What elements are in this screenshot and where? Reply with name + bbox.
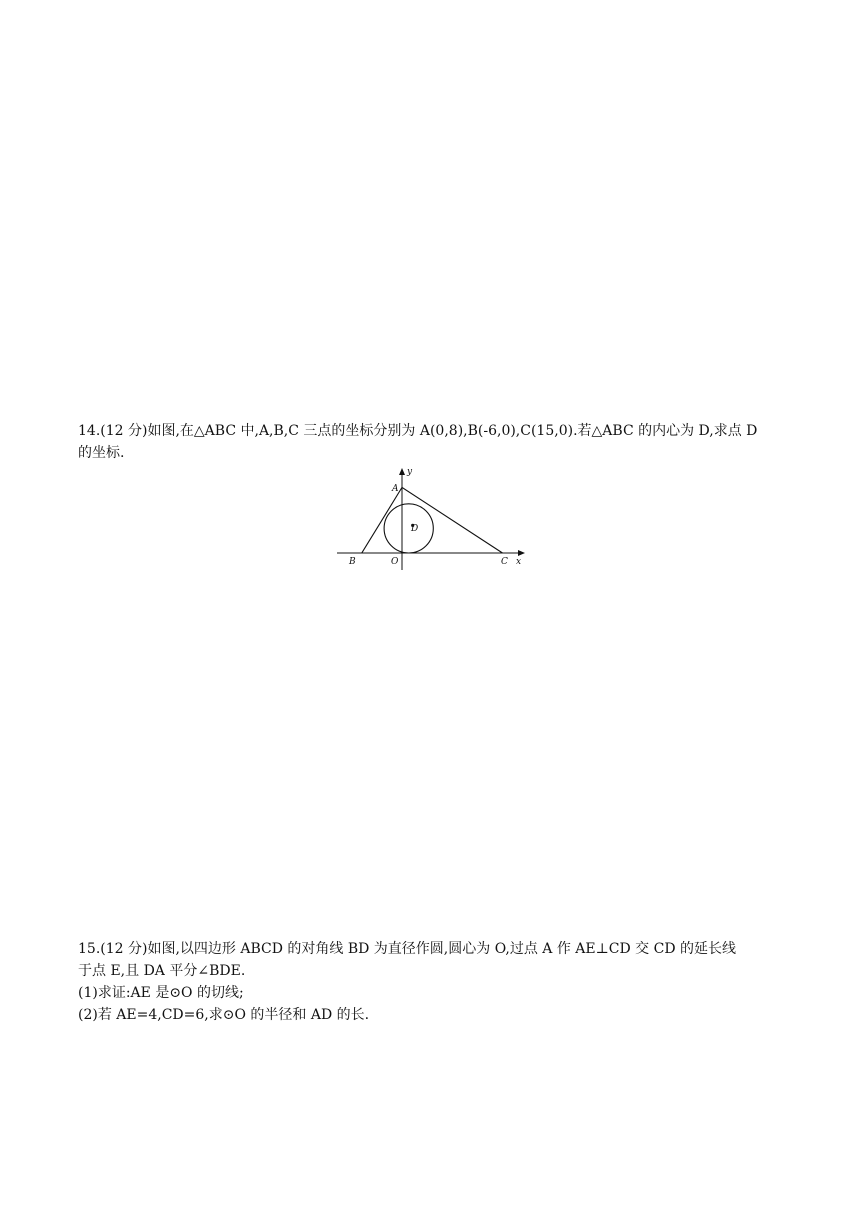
y-axis-arrow (399, 468, 405, 475)
x-axis-arrow (518, 550, 525, 556)
problem-15 (78, 938, 782, 1026)
problem-14 (78, 420, 782, 464)
label-d: D (411, 524, 419, 534)
problem-14-line-2: 的坐标. (78, 445, 125, 461)
figure-svg (335, 464, 530, 570)
problem-14-line-1: 14.(12 分)如图,在△ABC 中,A,B,C 三点的坐标分别为 A(0,8),B(-6,0),C(15,0).若△ABC 的内心为 D,求点 D (78, 423, 758, 439)
triangle-incircle-figure (335, 464, 530, 570)
label-b: B (349, 557, 356, 567)
problem-15-line-4: (2)若 AE=4,CD=6,求⊙O 的半径和 AD 的长. (78, 1007, 370, 1023)
label-x: x (516, 557, 522, 567)
label-y: y (407, 467, 413, 477)
problem-15-line-1: 15.(12 分)如图,以四边形 ABCD 的对角线 BD 为直径作圆,圆心为 O,过点 A 作 AE⊥CD 交 CD 的延长线 (78, 941, 736, 957)
problem-15-line-2: 于点 E,且 DA 平分∠BDE. (78, 963, 246, 979)
incircle (384, 504, 433, 553)
problem-15-line-3: (1)求证:AE 是⊙O 的切线; (78, 985, 244, 1001)
label-a: A (392, 484, 399, 494)
label-c: C (501, 557, 508, 567)
label-o: O (391, 557, 399, 567)
